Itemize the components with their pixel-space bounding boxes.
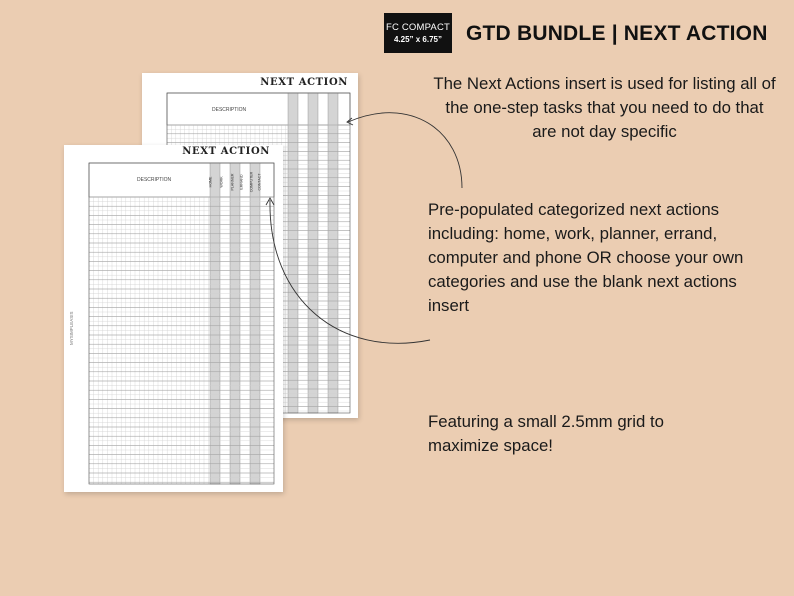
grid-description: Featuring a small 2.5mm grid to maximize space!: [428, 412, 664, 455]
arrow-to-front-sheet: [270, 200, 430, 343]
column-header-errand: ERRAND: [239, 174, 244, 190]
column-header-computer: COMPUTER: [249, 171, 254, 193]
badge-size-label: 4.25” x 6.75”: [393, 34, 443, 44]
brand-side-label: MYSIMPLEASIS: [69, 311, 74, 345]
column-header-work: WORK: [219, 176, 224, 188]
sheet-title: NEXT ACTION: [260, 77, 348, 88]
categories-description: Pre-populated categorized next actions including: home, work, planner, errand, computer and phone OR choose your own categories and use the blank next actions insert: [428, 200, 744, 315]
description-label: DESCRIPTION: [137, 177, 172, 183]
intro-description: The Next Actions insert is used for listing all of the one-step tasks that you need to do that are not day specific: [433, 74, 776, 141]
column-header-home: HOME: [208, 176, 213, 188]
badge-format-label: FC COMPACT: [385, 21, 451, 33]
column-header-planner: PLANNER: [230, 173, 235, 191]
arrow-to-back-sheet: [348, 113, 462, 188]
sheet-title: NEXT ACTION: [182, 146, 270, 157]
page-title: GTD BUNDLE | NEXT ACTION: [466, 22, 768, 45]
column-header-contact: CONTACT: [257, 173, 262, 191]
description-label: DESCRIPTION: [212, 107, 247, 113]
